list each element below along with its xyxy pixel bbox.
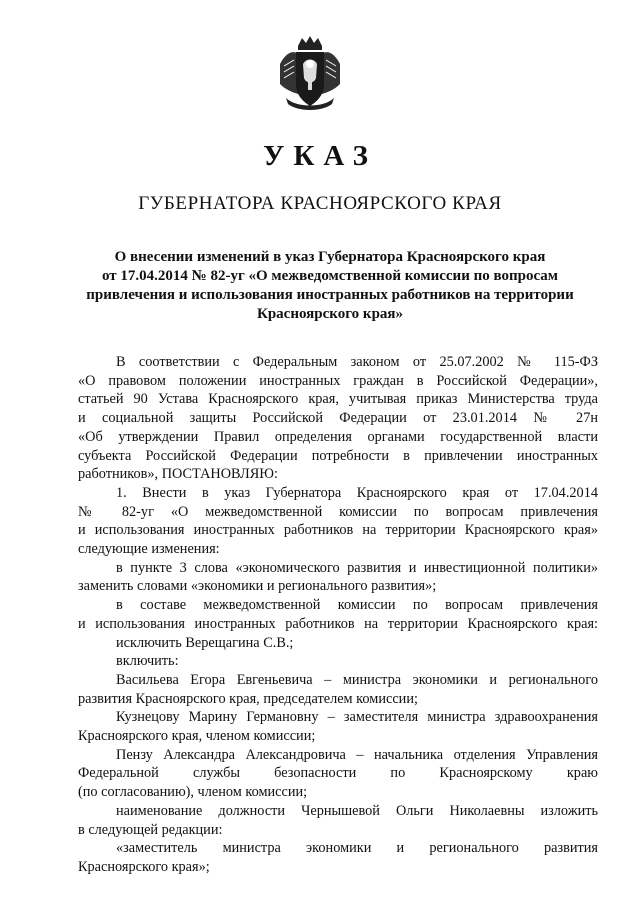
body-line: «О правовом положении иностранных граждан в Российской Федерации», [78, 372, 598, 389]
body-line: № 82-уг «О межведомственной комиссии по вопросам привлечения [78, 503, 598, 520]
body-line: работников», ПОСТАНОВЛЯЮ: [78, 466, 278, 483]
coat-of-arms-emblem [276, 34, 344, 112]
body-line: в составе межведомственной комиссии по вопросам привлечения [116, 597, 598, 614]
body-line: «Об утверждении Правил определения органами государственной власти [78, 428, 598, 445]
heading-line: от 17.04.2014 № 82-уг «О межведомственной комиссии по вопросам [101, 268, 559, 284]
body-line: и использования иностранных работников на территории Красноярского края: [78, 615, 598, 632]
body-line: исключить Верещагина С.В.; [116, 634, 294, 651]
heading-line: привлечения и использования иностранных работников на территории [86, 287, 574, 303]
body-line: следующие изменения: [78, 541, 220, 558]
body-line: (по согласованию), членом комиссии; [78, 784, 308, 801]
decree-heading [60, 248, 600, 324]
body-line: Пензу Александра Александровича – начальника отделения Управления [116, 746, 598, 763]
document-subtitle: ГУБЕРНАТОРА КРАСНОЯРСКОГО КРАЯ [138, 193, 502, 214]
body-line: Васильева Егора Евгеньевича – министра экономики и регионального [116, 671, 598, 688]
body-line: «заместитель министра экономики и регионального развития [116, 840, 598, 857]
body-line: Красноярского края, членом комиссии; [78, 728, 316, 745]
body-line: 1. Внести в указ Губернатора Красноярского края от 17.04.2014 [116, 484, 598, 501]
body-line: и социальной защиты Российской Федерации от 23.01.2014 № 27н [78, 410, 598, 427]
body-line: развития Красноярского края, председателем комиссии; [78, 690, 418, 707]
body-line: Красноярского края»; [78, 858, 210, 875]
body-line: субъекта Российской Федерации потребности в привлечении иностранных [78, 447, 598, 464]
body-line: статьей 90 Устава Красноярского края, учитывая приказ Министерства труда [78, 391, 598, 408]
body-line: в следующей редакции: [78, 821, 223, 838]
body-line: заменить словами «экономики и регионального развития»; [78, 578, 437, 595]
body-line: наименование должности Чернышевой Ольги Николаевны изложить [116, 802, 598, 819]
decree-body [78, 353, 598, 877]
body-line: включить: [116, 653, 179, 670]
body-line: В соответствии с Федеральным законом от 25.07.2002 № 115-ФЗ [116, 354, 598, 370]
document-title: УКАЗ [263, 140, 377, 172]
body-line: и использования иностранных работников на территории Красноярского края» [78, 522, 598, 539]
body-line: в пункте 3 слова «экономического развития и инвестиционной политики» [116, 559, 598, 576]
heading-line: Красноярского края» [256, 306, 404, 322]
body-line: Федеральной службы безопасности по Красноярскому краю [78, 765, 598, 782]
heading-line: О внесении изменений в указ Губернатора Красноярского края [114, 249, 546, 265]
body-line: Кузнецову Марину Германовну – заместителя министра здравоохранения [116, 709, 598, 726]
